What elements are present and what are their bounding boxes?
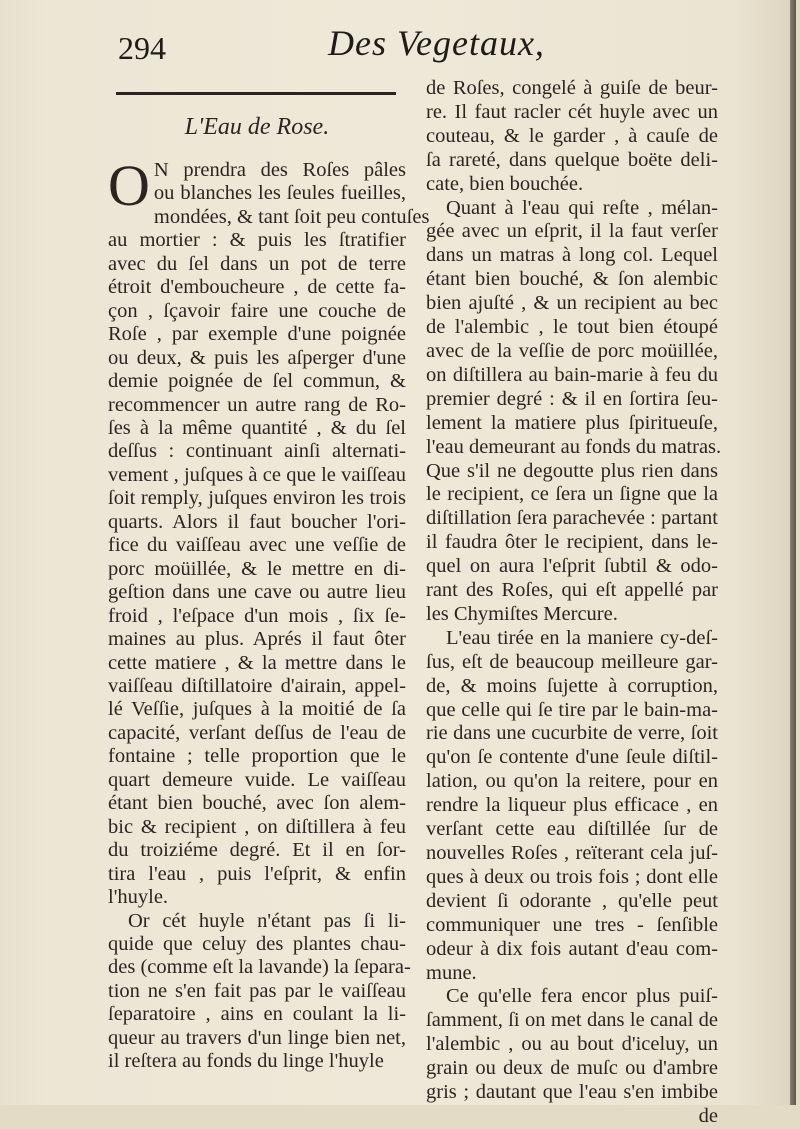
text-line: quel on aura l'eſprit ſubtil & odo- bbox=[426, 555, 718, 578]
text-line: tion ne s'en fait pas par le vaiſſeau bbox=[108, 979, 406, 1002]
right-column bbox=[426, 77, 722, 1129]
text-line: ſoit remply, juſques environ les trois bbox=[108, 487, 406, 510]
text-line: avec du ſel dans un pot de terre bbox=[108, 252, 406, 275]
text-line: de l'alembic , le tout bien étoupé bbox=[426, 316, 718, 339]
section-rule bbox=[116, 92, 396, 95]
text-line: dans un matras à long col. Lequel bbox=[426, 244, 718, 267]
text-line: Ce qu'elle fera encor plus puiſ- bbox=[446, 985, 718, 1008]
text-line: diſtillation ſera parachevée : partant bbox=[426, 507, 718, 530]
text-line: fontaine ; telle proportion que le bbox=[108, 745, 406, 768]
text-line: nouvelles Roſes , reïterant cela juſ- bbox=[426, 842, 718, 864]
text-line: geſtion dans une cave ou autre lieu bbox=[108, 581, 406, 604]
text-line: du troiziéme degré. Et il en ſor- bbox=[108, 839, 406, 862]
drop-cap: O bbox=[108, 153, 150, 218]
text-line: tira l'eau , puis l'eſprit, & enfin bbox=[108, 862, 406, 885]
text-line: mondées, & tant ſoit peu contuſes bbox=[153, 205, 430, 228]
text-line: ſes à la même quantité , & du ſel bbox=[108, 416, 406, 439]
text-line: lement la matiere plus ſpiritueuſe, bbox=[426, 411, 718, 434]
text-line: N prendra des Roſes pâles bbox=[153, 159, 406, 181]
text-line: cate, bien bouchée. bbox=[426, 172, 584, 195]
text-line: rie dans une cucurbite de verre, ſoit bbox=[426, 722, 718, 745]
text-line: devient ſi odorante , qu'elle peut bbox=[426, 889, 718, 912]
text-line: bien ajuſté , & un recipient au bec bbox=[426, 292, 718, 315]
text-line: de, & moins ſujette à corruption, bbox=[426, 674, 718, 697]
text-line: froid , l'eſpace d'un mois , ſix ſe- bbox=[108, 604, 406, 627]
section-title: L'Eau de Rose. bbox=[184, 114, 330, 140]
text-line: queur au travers d'un linge bien net, bbox=[108, 1026, 406, 1049]
text-line: gris ; dautant que l'eau s'en imbibe bbox=[426, 1081, 718, 1104]
text-line: on diſtillera au bain-marie à feu du bbox=[426, 363, 718, 386]
text-line: ou deux, & puis les aſperger d'une bbox=[108, 346, 406, 369]
text-line: étroit d'embouchеure , de cette fa- bbox=[108, 276, 406, 299]
text-line: çon , ſçavoir faire une couche de bbox=[108, 299, 406, 322]
text-line: odeur à dix fois autant d'eau com- bbox=[426, 937, 718, 960]
text-line: verſant cette eau diſtillée ſur de bbox=[426, 818, 718, 841]
text-line: que celle qui ſe tire par le bain-ma- bbox=[426, 698, 718, 721]
text-line: Roſe , par exemple d'une poignée bbox=[108, 323, 406, 346]
text-line: ques à deux ou trois fois ; dont elle bbox=[426, 865, 718, 888]
text-line: le recipient, ce ſera un ſigne que la bbox=[426, 483, 718, 506]
catchword: de bbox=[698, 1104, 718, 1127]
text-line: gée avec un eſprit, il la faut verſer bbox=[426, 220, 718, 243]
text-line: recommencer un autre rang de Ro- bbox=[108, 393, 406, 416]
text-line: il reſtera au fonds du linge l'huyle bbox=[108, 1050, 384, 1073]
text-line: qu'on ſe contente d'une ſeule diſtil- bbox=[426, 746, 718, 769]
text-line: ſa rareté, dans quelque boëte deli- bbox=[426, 148, 718, 171]
text-line: il faudra ôter le recipient, dans le- bbox=[426, 531, 718, 554]
text-line: au mortier : & puis les ſtratifier bbox=[108, 229, 406, 252]
text-line: vement , juſques à ce que le vaiſſeau bbox=[108, 463, 406, 486]
text-line: capacité, verſant deſſus de l'eau de bbox=[108, 721, 406, 744]
text-line: lé Veſſie, juſques à la moitié de ſa bbox=[108, 698, 406, 721]
text-line: Quant à l'eau qui reſte , mélan- bbox=[446, 196, 718, 219]
right-column-text bbox=[426, 77, 722, 1105]
text-line: ſus, eſt de beaucoup meilleure gar- bbox=[426, 650, 718, 673]
text-line: demie poignée de ſel commun, & bbox=[108, 370, 406, 393]
text-line: cette matiere , & la mettre dans le bbox=[108, 651, 406, 674]
text-line: de Roſes, congelé à guiſe de beur- bbox=[426, 77, 718, 99]
text-line: vaiſſeau diſtillatoire d'airain, appel- bbox=[108, 674, 406, 697]
text-line: lation, ou qu'on la reitere, pour en bbox=[426, 770, 718, 793]
text-line: ou blanches les ſeules fueilles, bbox=[153, 182, 406, 205]
text-line: étant bien bouché, & ſon alembic bbox=[426, 268, 718, 291]
text-line: l'huyle. bbox=[108, 886, 169, 909]
text-line: rant des Roſes, qui eſt appellé par bbox=[426, 579, 718, 602]
text-line: rendre la liqueur plus efficace , en bbox=[426, 794, 718, 817]
text-line: porc moüillée, & le mettre en di- bbox=[108, 557, 406, 580]
text-line: quarts. Alors il faut boucher l'ori- bbox=[108, 510, 406, 533]
text-line: avec de la veſſie de porc moüillée, bbox=[426, 339, 718, 362]
text-line: grain ou deux de muſc ou d'ambre bbox=[426, 1057, 718, 1080]
text-line: ſamment, ſi on met dans le canal de bbox=[426, 1009, 718, 1032]
page-edge bbox=[790, 0, 796, 1105]
text-line: ſeparatoire , ains en coulant la li- bbox=[108, 1003, 406, 1026]
text-line: mune. bbox=[426, 961, 477, 984]
text-line: re. Il faut racler cét huyle avec un bbox=[426, 100, 718, 123]
text-line: des (comme eſt la lavande) la ſepara- bbox=[108, 956, 411, 979]
text-line: premier degré : & il en ſortira ſeu- bbox=[426, 387, 718, 410]
text-line: communiquer une tres - ſenſible bbox=[426, 913, 718, 936]
page-header bbox=[0, 18, 796, 74]
text-line: maines au plus. Aprés il faut ôter bbox=[108, 628, 406, 651]
text-line: Que s'il ne degoutte plus rien dans bbox=[426, 459, 718, 482]
text-line: étant bien bouché, avec ſon alem- bbox=[108, 792, 406, 815]
text-line: fice du vaiſſeau avec une veſſie de bbox=[108, 534, 406, 557]
text-line: les Chymiſtes Mercure. bbox=[426, 602, 618, 625]
left-column-text bbox=[108, 205, 430, 1074]
text-line: Or cét huyle n'étant pas ſi li- bbox=[128, 909, 406, 932]
text-line: L'eau tirée en la maniere cy-deſ- bbox=[446, 626, 718, 649]
text-line: quide que celuy des plantes chau- bbox=[108, 932, 406, 955]
page-number: 294 bbox=[118, 30, 166, 66]
text-line: quart demeure vuide. Le vaiſſeau bbox=[108, 768, 406, 791]
text-line: l'eau demeurant au fonds du matras. bbox=[426, 435, 722, 458]
text-line: bic & recipient , on diſtillera à feu bbox=[108, 815, 406, 838]
text-line: l'alembic , ou au bout d'iceluy, un bbox=[426, 1033, 718, 1056]
text-line: couteau, & le garder , à cauſe de bbox=[426, 124, 718, 147]
text-line: deſſus : continuant ainſi alternati- bbox=[108, 440, 406, 463]
left-column bbox=[108, 78, 430, 1074]
running-title: Des Vegetaux, bbox=[328, 23, 545, 63]
